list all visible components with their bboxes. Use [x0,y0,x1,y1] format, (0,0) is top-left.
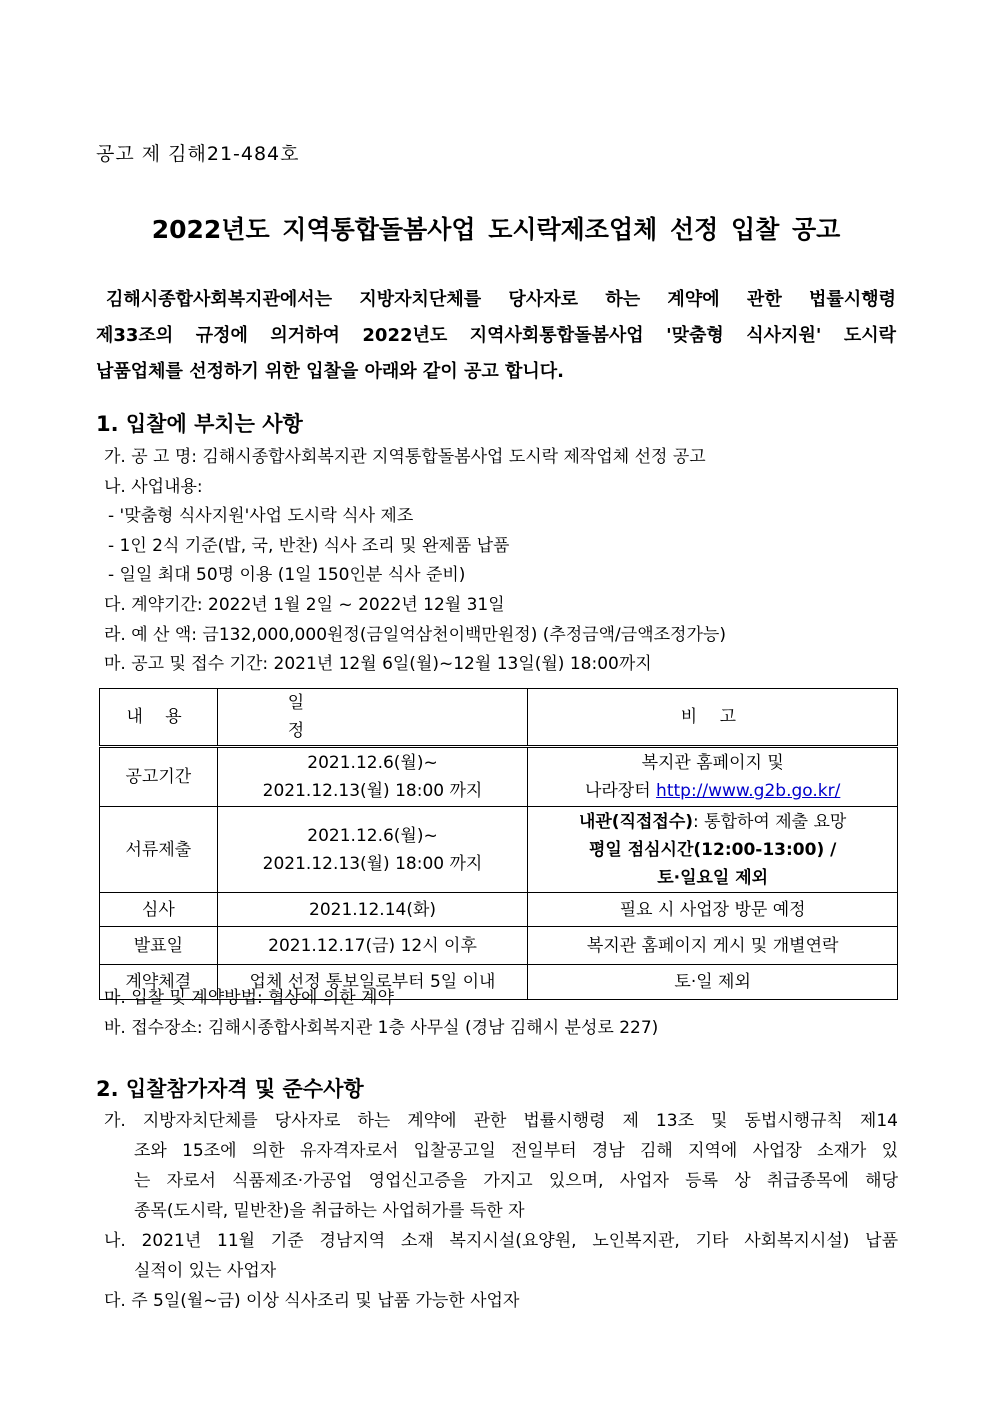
column-header-content: 내 용 [100,689,218,747]
cell-line: 토·일요일 제외 [657,867,769,888]
intro-line: 납품업체를 선정하기 위한 입찰을 아래와 같이 공고 합니다. [96,361,565,382]
list-item-line: 종목(도시락, 밑반찬)을 취급하는 사업허가를 득한 자 [134,1201,525,1221]
table-cell: 업체 선정 통보일로부터 5일 이내 [217,965,528,1000]
cell-line [528,777,897,805]
table-cell [528,807,898,893]
list-item: - 1인 2식 기준(밥, 국, 반찬) 식사 조리 및 완제품 납품 [108,535,510,556]
list-item: 마. 공고 및 접수 기간: 2021년 12월 6일(월)~12월 13일(월) 18:00까지 [104,654,652,675]
cell-text: 나라장터 [584,781,657,801]
cell-line: 2021.12.13(월) 18:00 까지 [262,853,483,874]
column-header-schedule: 일 정 [217,689,528,747]
table-cell: 계약체결 [100,965,218,1000]
intro-line: 제33조의 규정에 의거하여 2022년도 지역사회통합돌봄사업 '맞춤형 식사지원' 도시락 [96,325,896,346]
table-cell [217,807,528,893]
section1-after-table [96,985,658,1045]
cell-line: 2021.12.13(월) 18:00 까지 [262,781,483,801]
list-item-line: 가. 지방자치단체를 당사자로 하는 계약에 관한 법률시행령 제 13조 및 동법시행규칙 제14 [104,1111,898,1131]
list-item-line: 는 자로서 식품제조·가공업 영업신고증을 가지고 있으며, 사업자 등록 상 취급종목에 해당 [134,1171,898,1191]
table-cell [217,747,528,807]
table-row [100,807,898,893]
schedule-table [99,688,898,1000]
section2-heading: 2. 입찰참가자격 및 준수사항 [96,1077,364,1101]
list-item: 나. 사업내용: [104,476,203,497]
section1-heading: 1. 입찰에 부치는 사항 [96,412,303,436]
list-item-line: 실적이 있는 사업자 [134,1261,277,1281]
page-title: 2022년도 지역통합돌봄사업 도시락제조업체 선정 입찰 공고 [151,215,841,244]
list-item: 가. 공 고 명: 김해시종합사회복지관 지역통합돌봄사업 도시락 제작업체 선정 공고 [104,447,706,467]
cell-line: 2021.12.6(월)~ [307,825,438,846]
list-item-line: 조와 15조에 의한 유자격자로서 입찰공고일 전일부터 경남 김해 지역에 사업장 소재가 있 [134,1141,898,1161]
list-item-line: 나. 2021년 11월 기준 경남지역 소재 복지시설(요양원, 노인복지관, 기타 사회복지시설) 납품 [104,1231,898,1251]
table-cell: 복지관 홈페이지 게시 및 개별연락 [528,927,898,965]
list-item: - '맞춤형 식사지원'사업 도시락 식사 제조 [108,506,414,527]
cell-text: : 통합하여 제출 요망 [693,811,847,832]
table-row [100,747,898,807]
list-item: - 일일 최대 50명 이용 (1일 150인분 식사 준비) [108,565,466,586]
section1-items [96,444,900,681]
notice-number: 공고 제 김해21-484호 [96,143,300,165]
g2b-link[interactable]: http://www.g2b.go.kr/ [656,781,841,801]
table-row [100,927,898,965]
column-header-note: 비 고 [528,689,898,747]
table-cell: 2021.12.14(화) [217,893,528,927]
cell-line: 복지관 홈페이지 및 [641,753,784,773]
table-cell: 토·일 제외 [528,965,898,1000]
table-cell: 발표일 [100,927,218,965]
intro-line: 김해시종합사회복지관에서는 지방자치단체를 당사자로 하는 계약에 관한 법률시행령 [106,289,896,310]
table-cell: 2021.12.17(금) 12시 이후 [217,927,528,965]
table-cell: 심사 [100,893,218,927]
table-cell: 공고기간 [100,747,218,807]
list-item: 마. 입찰 및 계약방법: 협상에 의한 계약 [104,988,394,1008]
cell-line: 2021.12.6(월)~ [307,753,438,773]
list-item: 라. 예 산 액: 금132,000,000원정(금일억삼천이백만원정) (추정금액/금액조정가능) [104,624,726,645]
intro-paragraph [96,284,896,392]
cell-text: 내관(직접접수) [578,811,694,832]
table-cell [528,747,898,807]
list-item-line: 다. 주 5일(월~금) 이상 식사조리 및 납품 가능한 사업자 [104,1291,520,1311]
table-row [100,893,898,927]
list-item: 바. 접수장소: 김해시종합사회복지관 1층 사무실 (경남 김해시 분성로 227) [104,1018,659,1038]
cell-line: 평일 점심시간(12:00-13:00) / [588,839,837,860]
table-header-row [100,689,898,747]
table-cell: 서류제출 [100,807,218,893]
table-cell: 필요 시 사업장 방문 예정 [528,893,898,927]
list-item: 다. 계약기간: 2022년 1월 2일 ~ 2022년 12월 31일 [104,594,505,615]
section2-items [104,1108,898,1318]
cell-line [528,808,897,836]
